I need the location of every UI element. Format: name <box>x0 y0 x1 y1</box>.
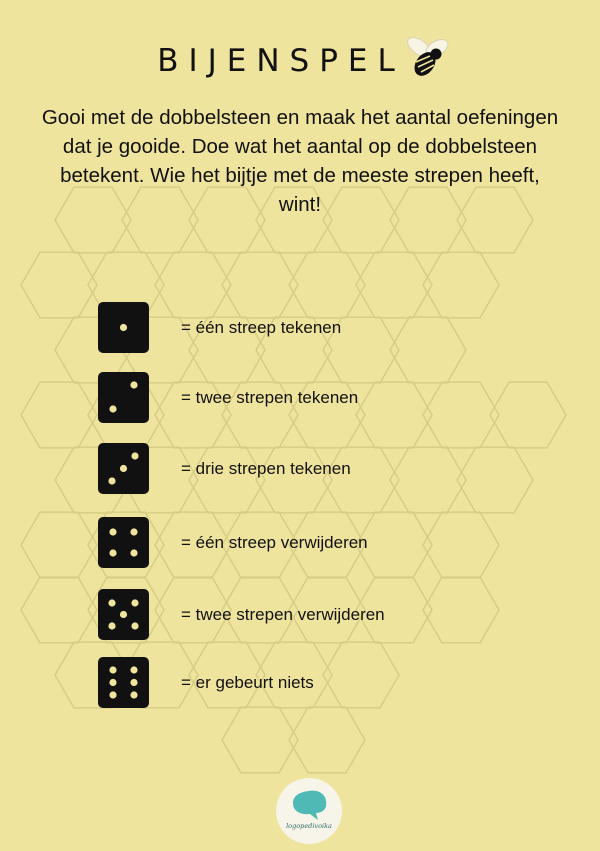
honeycomb-cell <box>122 447 198 513</box>
honeycomb-cell <box>356 512 432 578</box>
honeycomb-cell <box>457 447 533 513</box>
honeycomb-cell <box>122 642 198 708</box>
honeycomb-cell <box>423 577 499 643</box>
honeycomb-cell <box>189 642 265 708</box>
honeycomb-cell <box>390 317 466 383</box>
honeycomb-cell <box>21 382 97 448</box>
honeycomb-cell <box>55 447 131 513</box>
honeycomb-cell <box>423 382 499 448</box>
rule-label-6: = er gebeurt niets <box>181 672 314 692</box>
honeycomb-cell <box>289 252 365 318</box>
rule-label-2: = twee strepen tekenen <box>181 387 359 407</box>
honeycomb-cell <box>323 642 399 708</box>
honeycomb-cell <box>323 317 399 383</box>
honeycomb-cell <box>222 382 298 448</box>
rule-label-3: = drie strepen tekenen <box>181 458 351 478</box>
honeycomb-cell <box>256 642 332 708</box>
honeycomb-cell <box>222 577 298 643</box>
honeycomb-cell <box>222 707 298 773</box>
honeycomb-cell <box>88 577 164 643</box>
honeycomb-cell <box>189 317 265 383</box>
honeycomb-cell <box>88 512 164 578</box>
honeycomb-cell <box>423 252 499 318</box>
honeycomb-cell <box>55 317 131 383</box>
rule-label-1: = één streep tekenen <box>181 317 342 337</box>
honeycomb-cell <box>222 252 298 318</box>
honeycomb-cell <box>21 252 97 318</box>
honeycomb-cell <box>423 512 499 578</box>
logo-icon <box>276 778 342 844</box>
honeycomb-cell <box>189 447 265 513</box>
honeycomb-cell <box>21 577 97 643</box>
honeycomb-cell <box>289 577 365 643</box>
honeycomb-cell <box>122 317 198 383</box>
honeycomb-cell <box>323 447 399 513</box>
honeycomb-cell <box>490 382 566 448</box>
intro-text: Gooi met de dobbelsteen en maak het aantal oefeningen dat je gooide. Doe wat het aantal op de dobbelsteen betekent. Wie het bijtje met de meeste strepen heeft, wint! <box>41 106 559 216</box>
honeycomb-cell <box>356 252 432 318</box>
honeycomb-cell <box>289 707 365 773</box>
honeycomb-cell <box>256 317 332 383</box>
honeycomb-cell <box>155 512 231 578</box>
honeycomb-cell <box>21 512 97 578</box>
honeycomb-cell <box>55 642 131 708</box>
honeycomb-cell <box>256 447 332 513</box>
logo <box>276 778 342 844</box>
honeycomb-cell <box>356 577 432 643</box>
honeycomb-cell <box>88 382 164 448</box>
honeycomb-cell <box>155 252 231 318</box>
honeycomb-cell <box>222 512 298 578</box>
title-row <box>0 36 600 86</box>
page-title: BIJENSPEL <box>157 43 405 79</box>
honeycomb-cell <box>155 577 231 643</box>
honeycomb-cell <box>390 447 466 513</box>
honeycomb-cell <box>356 382 432 448</box>
honeycomb-cell <box>289 512 365 578</box>
honeycomb-cell <box>289 382 365 448</box>
bee-icon <box>403 34 455 80</box>
logo-text: logopedivoika <box>286 822 332 830</box>
rule-label-5: = twee strepen verwijderen <box>181 604 385 624</box>
honeycomb-cell <box>88 252 164 318</box>
rule-label-4: = één streep verwijderen <box>181 532 368 552</box>
honeycomb-cell <box>155 382 231 448</box>
